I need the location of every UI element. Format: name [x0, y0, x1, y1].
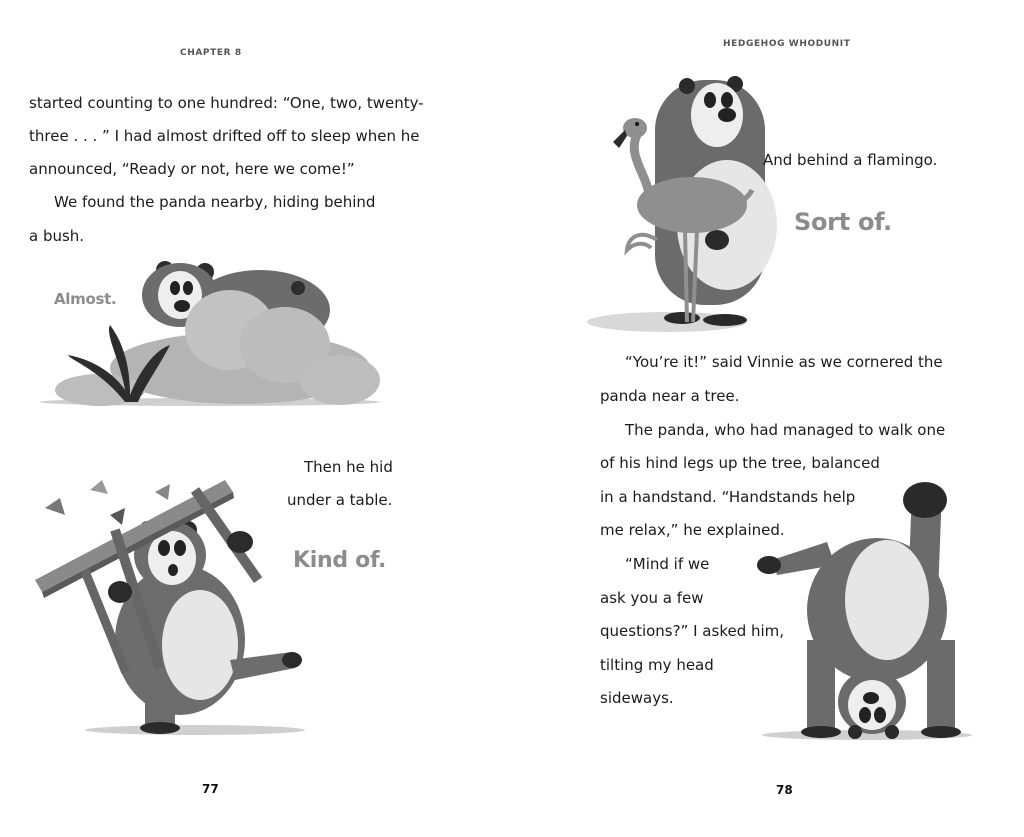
text-line-r11: sideways. [600, 689, 674, 707]
text-line-r8: ask you a few [600, 589, 704, 607]
text-line-r5: in a handstand. “Handstands help [600, 488, 856, 506]
text-line-4: We found the panda nearby, hiding behind [54, 193, 376, 211]
text-line-5: a bush. [29, 227, 85, 245]
flamingo-line: And behind a flamingo. [763, 151, 938, 169]
panda-with-flamingo-illustration [587, 60, 787, 340]
handstand-panda-illustration [747, 470, 977, 745]
text-line-r3: The panda, who had managed to walk one [625, 421, 946, 439]
text-line-r4: of his hind legs up the tree, balanced [600, 454, 880, 472]
text-line-r7: “Mind if we [625, 555, 710, 573]
caption-sort-of: Sort of. [794, 208, 892, 236]
running-head-chapter: CHAPTER 8 [180, 48, 242, 58]
text-line-1: started counting to one hundred: “One, two, twenty- [29, 94, 424, 112]
caption-almost: Almost. [54, 290, 117, 308]
right-page [512, 0, 1024, 837]
text-line-r10: tilting my head [600, 656, 714, 674]
text-line-r9: questions?” I asked him, [600, 622, 785, 640]
text-line-7: under a table. [287, 491, 393, 509]
panda-behind-bush-illustration [30, 250, 390, 410]
page-number-right: 78 [776, 783, 793, 797]
text-line-r6: me relax,” he explained. [600, 521, 785, 539]
running-head-title: HEDGEHOG WHODUNIT [723, 39, 851, 49]
text-line-6: Then he hid [304, 458, 393, 476]
text-line-3: announced, “Ready or not, here we come!” [29, 160, 355, 178]
text-line-r1: “You’re it!” said Vinnie as we cornered the [625, 353, 943, 371]
panda-under-table-illustration [30, 470, 320, 740]
text-line-2: three . . . ” I had almost drifted off to sleep when he [29, 127, 420, 145]
text-line-r2: panda near a tree. [600, 387, 740, 405]
caption-kind-of: Kind of. [293, 548, 387, 573]
page-number-left: 77 [202, 782, 219, 796]
